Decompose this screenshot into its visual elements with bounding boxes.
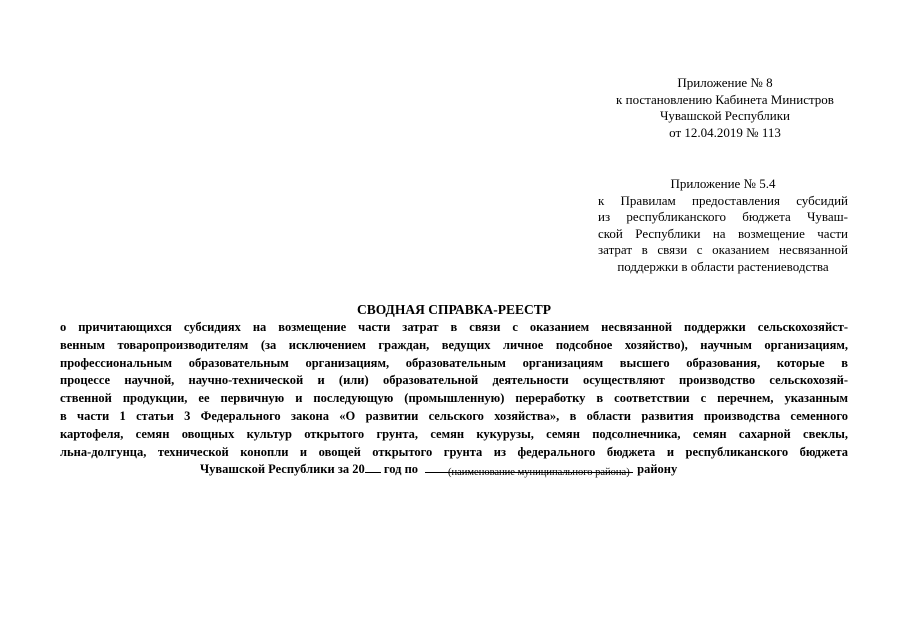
annex-5-4-line: из республиканского бюджета Чуваш- bbox=[598, 209, 848, 224]
body-line: картофеля, семян овощных культур открытого грунта, семян кукурузы, семян подсолнечника, семян сахарной свеклы, bbox=[60, 426, 848, 441]
body-line: ственной продукции, ее первичную и последующую (промышленную) переработку в соответствии с перечнем, указанным bbox=[60, 391, 848, 406]
body-line: профессиональным образовательным организациям, образовательным организациям высшего образования, которые в bbox=[60, 355, 848, 370]
body-line: в части 1 статьи 3 Федерального закона «О развитии сельского хозяйства», в области развития производства семенного bbox=[60, 408, 848, 423]
annex-5-4-line: поддержки в области растениеводства bbox=[617, 258, 829, 274]
final-suffix: району bbox=[637, 462, 678, 477]
document-heading: СВОДНАЯ СПРАВКА-РЕЕСТР bbox=[356, 302, 552, 317]
annex-8-block bbox=[600, 75, 850, 141]
annex-5-4-line: затрат в связи с оказанием несвязанной bbox=[598, 242, 848, 257]
annex-8-republic: Чувашской Республики bbox=[659, 108, 791, 123]
annex-5-4-title: Приложение № 5.4 bbox=[670, 176, 776, 191]
annex-8-title: Приложение № 8 bbox=[677, 75, 773, 90]
year-blank[interactable] bbox=[365, 472, 381, 473]
final-prefix: Чувашской Республики за 20 bbox=[200, 462, 365, 477]
annex-5-4-line: ской Республики на возмещение части bbox=[598, 225, 848, 241]
annex-8-date-number: от 12.04.2019 № 113 bbox=[669, 124, 781, 140]
annex-5-4-line: к Правилам предоставления субсидий bbox=[598, 192, 848, 208]
body-line: венным товаропроизводителям (за исключением граждан, ведущих личное подсобное хозяйство), научным организациям, bbox=[60, 337, 848, 352]
registry-title-block bbox=[60, 301, 848, 479]
annex-8-resolution-ref: к постановлению Кабинета Министров bbox=[616, 91, 834, 107]
body-line: льна-долгунца, технической конопли и овощей открытого грунта из федерального бюджета и республиканского бюджета bbox=[60, 444, 848, 459]
body-line: о причитающихся субсидиях на возмещение части затрат в связи с оказанием несвязанной поддержки сельскохозяйст- bbox=[60, 320, 848, 334]
final-middle: год по bbox=[380, 462, 422, 477]
district-caption: (наименование муниципального района) bbox=[448, 467, 630, 478]
annex-5-4-block bbox=[598, 176, 848, 275]
body-line: процессе научной, научно-технической и (или) образовательной деятельности осуществляют производство сельскохозяй- bbox=[60, 373, 848, 388]
